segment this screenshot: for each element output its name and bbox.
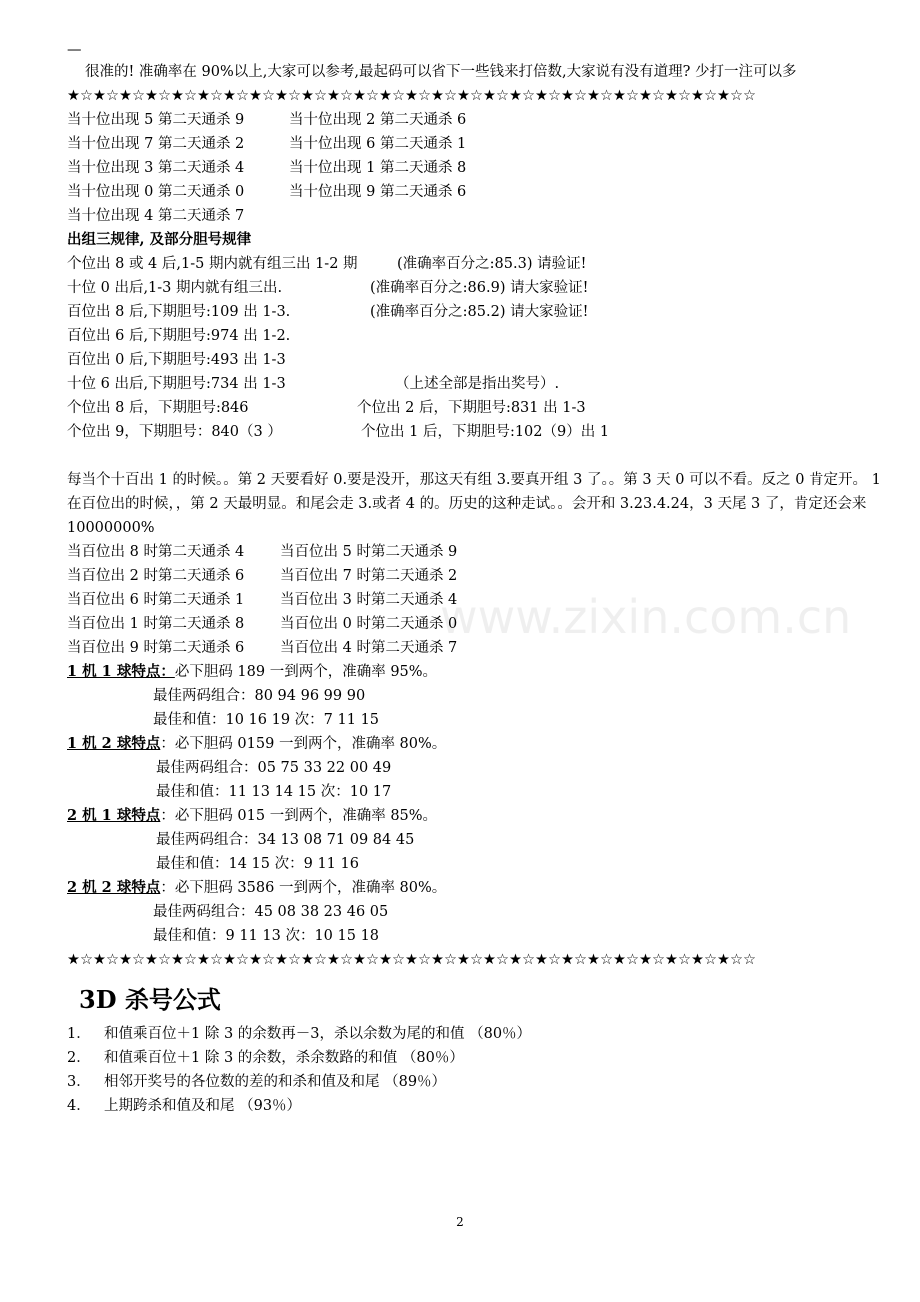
group3-rule-row (67, 420, 882, 444)
tens-rule-row (67, 156, 882, 180)
tens-rule-right: 当十位出现 2 第二天通杀 6 (289, 112, 467, 128)
star-divider-top: ★☆★☆★☆★☆★☆★☆★☆★☆★☆★☆★☆★☆★☆★☆★☆★☆★☆★☆★☆★☆★☆★☆★☆★☆★☆★☆☆ (67, 88, 756, 104)
hundreds-rule-left: 当百位出 1 时第二天通杀 8 (67, 616, 245, 632)
hint-paragraph: 每当个十百出 1 的时候。。第 2 天要看好 0.要是没开，那这天有组 3.要真开组 3 了。。第 3 天 0 可以不看。反之 0 肯定开。 1 在百位出的时候，，第 2 天最明显。和尾会走 3.或者 4 的。历史的这种走试。。会开和 3.23.4.24，3 天尾 3 了，肯定还会来 10000000% (67, 472, 881, 536)
formula-number: 1． (67, 1026, 91, 1042)
intro-paragraph: 很准的! 准确率在 90%以上,大家可以参考,最起码可以省下一些钱来打倍数,大家说有没有道理? 少打一注可以多 (85, 64, 797, 80)
machine-sum: 最佳和值：10 16 19 次：7 11 15 (153, 712, 380, 728)
group3-rule-row (67, 300, 882, 324)
hundreds-rule-right: 当百位出 7 时第二天通杀 2 (280, 568, 458, 584)
hundreds-rule-row (67, 636, 882, 660)
formula-item (67, 1070, 882, 1094)
formula-heading: 3D 杀号公式 (79, 985, 221, 1014)
document-page (67, 40, 882, 1118)
machine-1-1-heading (67, 660, 882, 684)
machine-sum: 最佳和值：9 11 13 次：10 15 18 (153, 928, 380, 944)
machine-section (67, 660, 882, 948)
tens-rule-left: 当十位出现 4 第二天通杀 7 (67, 208, 245, 224)
machine-sum: 最佳和值：14 15 次：9 11 16 (156, 856, 359, 872)
hundreds-rule-left: 当百位出 8 时第二天通杀 4 (67, 544, 245, 560)
tens-rule-row (67, 132, 882, 156)
hundreds-rule-right: 当百位出 5 时第二天通杀 9 (280, 544, 458, 560)
star-divider-bottom: ★☆★☆★☆★☆★☆★☆★☆★☆★☆★☆★☆★☆★☆★☆★☆★☆★☆★☆★☆★☆★☆★☆★☆★☆★☆★☆☆ (67, 952, 756, 968)
group3-rule-row (67, 348, 882, 372)
group3-rule-right: (准确率百分之:85.2) 请大家验证! (370, 304, 589, 320)
group3-rule-left: 个位出 9，下期胆号：840（3 ） (67, 424, 282, 440)
tens-rule-right: 当十位出现 1 第二天通杀 8 (289, 160, 467, 176)
tens-rule-left: 当十位出现 7 第二天通杀 2 (67, 136, 245, 152)
hundreds-rule-row (67, 588, 882, 612)
formula-list (67, 1022, 882, 1118)
group3-rule-left: 十位 6 出后,下期胆号:734 出 1-3 (67, 376, 286, 392)
machine-title: 2 机 2 球特点 (67, 879, 161, 896)
group3-rule-row (67, 252, 882, 276)
tens-rule-left: 当十位出现 0 第二天通杀 0 (67, 184, 245, 200)
group3-rule-left: 百位出 0 后,下期胆号:493 出 1-3 (67, 352, 286, 368)
spacer (67, 444, 882, 468)
watermark: www.zixin.com.cn (440, 590, 852, 644)
machine-sum: 最佳和值：11 13 14 15 次：10 17 (156, 784, 392, 800)
formula-text: 和值乘百位＋1 除 3 的余数，杀余数路的和值 （80％） (104, 1050, 464, 1066)
formula-number: 2． (67, 1050, 91, 1066)
tens-rule-left: 当十位出现 5 第二天通杀 9 (67, 112, 245, 128)
hundreds-rule-row (67, 564, 882, 588)
group3-rule-row (67, 276, 882, 300)
machine-1-2-heading (67, 732, 882, 756)
section-title-group3: 出组三规律, 及部分胆号规律 (67, 231, 252, 248)
machine-desc: ：必下胆码 0159 一到两个，准确率 80%。 (160, 736, 447, 752)
top-mark: — (67, 42, 82, 58)
formula-item (67, 1094, 882, 1118)
hundreds-rule-row (67, 612, 882, 636)
hundreds-rule-right: 当百位出 0 时第二天通杀 0 (280, 616, 458, 632)
machine-combo: 最佳两码组合：45 08 38 23 46 05 (153, 904, 389, 920)
machine-2-1-heading (67, 804, 882, 828)
group3-rule-left: 个位出 8 或 4 后,1-5 期内就有组三出 1-2 期 (67, 256, 358, 272)
formula-text: 上期跨杀和值及和尾 （93％） (104, 1098, 302, 1114)
group3-rule-row (67, 372, 882, 396)
hundreds-rule-row (67, 540, 882, 564)
group3-rule-right: 个位出 1 后，下期胆号:102（9）出 1 (361, 424, 610, 440)
tens-rule-row (67, 180, 882, 204)
group3-rule-left: 百位出 6 后,下期胆号:974 出 1-2. (67, 328, 291, 344)
hundreds-rules-list (67, 540, 882, 660)
group3-rules-list (67, 252, 882, 444)
machine-desc: ：必下胆码 015 一到两个，准确率 85%。 (160, 808, 438, 824)
formula-item (67, 1046, 882, 1070)
tens-rule-left: 当十位出现 3 第二天通杀 4 (67, 160, 245, 176)
tens-rule-row (67, 108, 882, 132)
group3-rule-right: （上述全部是指出奖号）. (395, 376, 560, 392)
machine-desc: ：必下胆码 3586 一到两个，准确率 80%。 (160, 880, 447, 896)
machine-title: 1 机 1 球特点： (67, 663, 175, 680)
tens-rule-right: 当十位出现 9 第二天通杀 6 (289, 184, 467, 200)
machine-combo: 最佳两码组合：80 94 96 99 90 (153, 688, 366, 704)
machine-title: 2 机 1 球特点 (67, 807, 161, 824)
machine-title: 1 机 2 球特点 (67, 735, 161, 752)
machine-combo: 最佳两码组合：05 75 33 22 00 49 (156, 760, 392, 776)
group3-rule-right: 个位出 2 后，下期胆号:831 出 1-3 (357, 400, 586, 416)
group3-rule-left: 百位出 8 后,下期胆号:109 出 1-3. (67, 304, 291, 320)
group3-rule-row (67, 324, 882, 348)
tens-rule-right: 当十位出现 6 第二天通杀 1 (289, 136, 467, 152)
hundreds-rule-left: 当百位出 2 时第二天通杀 6 (67, 568, 245, 584)
formula-number: 4． (67, 1098, 91, 1114)
tens-rules-list (67, 108, 882, 228)
page-number: 2 (456, 1215, 464, 1229)
formula-number: 3． (67, 1074, 91, 1090)
machine-combo: 最佳两码组合：34 13 08 71 09 84 45 (156, 832, 415, 848)
group3-rule-right: (准确率百分之:86.9) 请大家验证! (370, 280, 589, 296)
machine-2-2-heading (67, 876, 882, 900)
group3-rule-right: (准确率百分之:85.3) 请验证! (397, 256, 587, 272)
hundreds-rule-right: 当百位出 4 时第二天通杀 7 (280, 640, 458, 656)
hundreds-rule-left: 当百位出 6 时第二天通杀 1 (67, 592, 245, 608)
group3-rule-left: 十位 0 出后,1-3 期内就有组三出. (67, 280, 283, 296)
group3-rule-row (67, 396, 882, 420)
formula-text: 和值乘百位＋1 除 3 的余数再－3，杀以余数为尾的和值 （80％） (104, 1026, 532, 1042)
hundreds-rule-right: 当百位出 3 时第二天通杀 4 (280, 592, 458, 608)
formula-item (67, 1022, 882, 1046)
group3-rule-left: 个位出 8 后，下期胆号:846 (67, 400, 249, 416)
tens-rule-row (67, 204, 882, 228)
machine-desc: 必下胆码 189 一到两个，准确率 95%。 (174, 664, 438, 680)
hundreds-rule-left: 当百位出 9 时第二天通杀 6 (67, 640, 245, 656)
formula-text: 相邻开奖号的各位数的差的和杀和值及和尾 （89％） (104, 1074, 447, 1090)
